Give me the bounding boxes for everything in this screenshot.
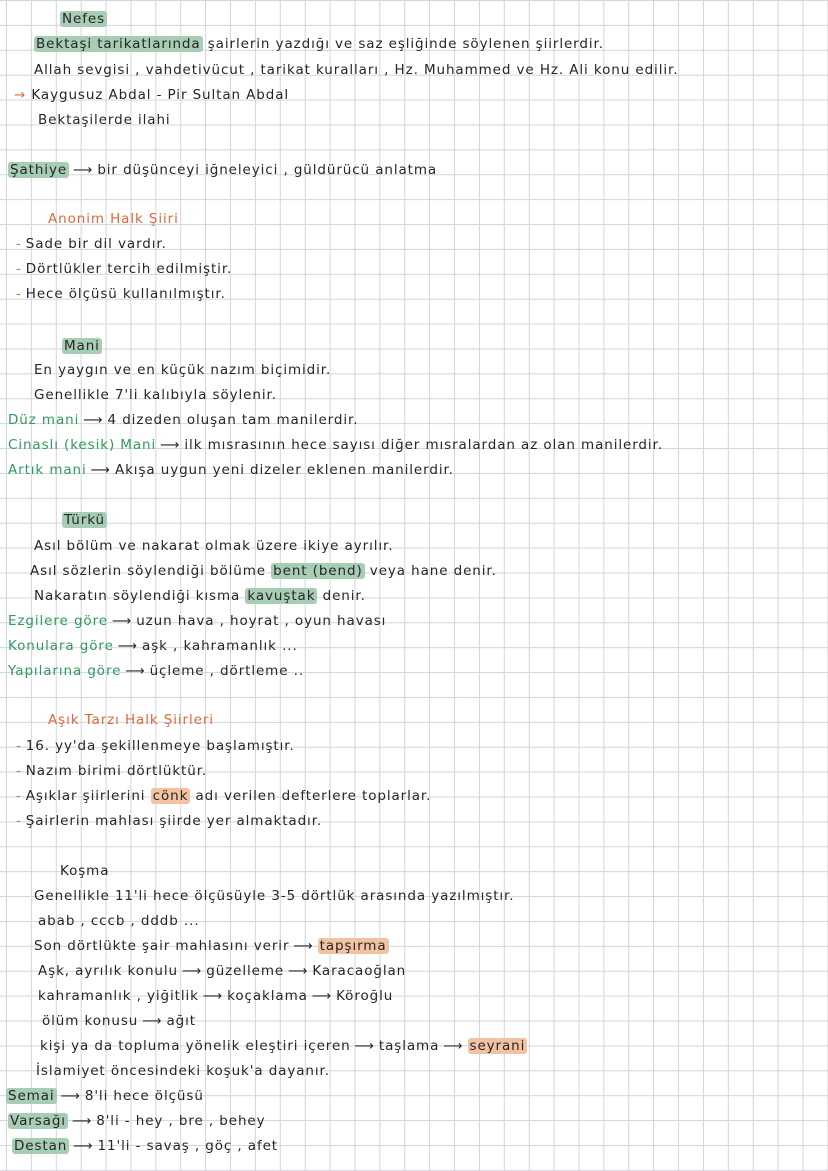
asik-item-2: - Nazım birimi dörtlüktür. — [16, 763, 208, 779]
arrow-icon: ⟶ — [60, 1088, 81, 1104]
arrow-icon: ⟶ — [125, 663, 146, 679]
nefes-line-4: Bektaşilerde ilahi — [38, 112, 171, 128]
anonim-item-2: - Dörtlükler tercih edilmiştir. — [16, 261, 233, 277]
mani-type-2: Cinaslı (kesik) Mani ⟶ ilk mısrasının hece sayısı diğer mısralardan az olan manilerdir. — [8, 437, 663, 453]
nefes-title: Nefes — [62, 11, 105, 27]
kosma-line-7: kişi ya da topluma yönelik eleştiri içeren ⟶ taşlama ⟶ seyrani — [40, 1038, 526, 1054]
kosma-line-4: Aşk, ayrılık konulu ⟶ güzelleme ⟶ Karacaoğlan — [38, 963, 407, 979]
arrow-icon: ⟶ — [160, 437, 181, 453]
arrow-icon: ⟶ — [288, 963, 309, 979]
mani-type-1: Düz mani ⟶ 4 dizeden oluşan tam manilerdir. — [8, 412, 359, 428]
turku-line-2: Asıl sözlerin söylendiği bölüme bent (bend) veya hane denir. — [30, 563, 497, 579]
turku-line-1: Asıl bölüm ve nakarat olmak üzere ikiye ayrılır. — [34, 538, 394, 554]
arrow-icon: ⟶ — [311, 988, 333, 1004]
nefes-line-2: Allah sevgisi , vahdetivücut , tarikat kuralları , Hz. Muhammed ve Hz. Ali konu edilir. — [34, 62, 679, 78]
arrow-icon: ⟶ — [293, 938, 314, 954]
kosma-line-2: abab , cccb , dddb ... — [38, 913, 200, 929]
turku-type-1: Ezgilere göre ⟶ uzun hava , hoyrat , oyun havası — [8, 613, 387, 629]
arrow-icon: ⟶ — [354, 1038, 375, 1054]
asik-item-1: - 16. yy'da şekillenmeye başlamıştır. — [16, 738, 295, 754]
kosma-line-8: İslamiyet öncesindeki koşuk'a dayanır. — [36, 1063, 330, 1079]
arrow-icon: ⟶ — [83, 412, 104, 428]
arrow-icon: ⟶ — [111, 613, 133, 629]
arrow-icon: ⟶ — [117, 638, 139, 654]
nefes-line-3: → Kaygusuz Abdal - Pir Sultan Abdal — [14, 87, 290, 103]
asik-item-4: - Şairlerin mahlası şiirde yer almaktadır. — [16, 813, 323, 829]
turku-type-3: Yapılarına göre ⟶ üçleme , dörtleme .. — [8, 663, 305, 679]
turku-title: Türkü — [64, 512, 105, 528]
mani-type-3: Artık mani ⟶ Akışa uygun yeni dizeler eklenen manilerdir. — [8, 462, 454, 478]
arrow-icon: ⟶ — [181, 963, 203, 979]
arrow-icon: ⟶ — [90, 462, 111, 478]
arrow-icon: ⟶ — [73, 1138, 94, 1154]
kosma-title: Koşma — [60, 863, 110, 879]
nefes-highlight: Bektaşi tarikatlarında — [36, 36, 201, 52]
anonim-title: Anonim Halk Şiiri — [48, 211, 179, 227]
mani-title: Mani — [64, 338, 100, 354]
kosma-line-5: kahramanlık , yiğitlik ⟶ koçaklama ⟶ Köroğlu — [38, 988, 394, 1004]
mani-line-2: Genellikle 7'li kalıbıyla söylenir. — [34, 387, 277, 403]
kosma-line-3: Son dörtlükte şair mahlasını verir ⟶ tapşırma — [34, 938, 387, 954]
asik-item-3: - Aşıklar şiirlerini cönk adı verilen defterlere toplarlar. — [16, 788, 432, 804]
turku-type-2: Konulara göre ⟶ aşk , kahramanlık ... — [8, 638, 298, 654]
arrow-icon: ⟶ — [71, 1113, 93, 1129]
asik-title: Aşık Tarzı Halk Şiirleri — [48, 712, 214, 728]
arrow-icon: ⟶ — [443, 1038, 464, 1054]
anonim-item-3: - Hece ölçüsü kullanılmıştır. — [16, 286, 226, 302]
kosma-line-1: Genellikle 11'li hece ölçüsüyle 3-5 dörtlük arasında yazılmıştır. — [34, 888, 515, 904]
destan-line: Destan ⟶ 11'li - savaş , göç , afet — [14, 1138, 279, 1154]
arrow-icon: → — [14, 87, 27, 103]
arrow-icon: ⟶ — [142, 1013, 163, 1029]
semai-line: Semai ⟶ 8'li hece ölçüsü — [8, 1088, 204, 1104]
turku-line-3: Nakaratın söylendiği kısma kavuştak denir. — [34, 588, 366, 604]
arrow-icon: ⟶ — [73, 162, 94, 178]
anonim-item-1: - Sade bir dil vardır. — [16, 236, 167, 252]
nefes-line-1: Bektaşi tarikatlarında şairlerin yazdığı ve saz eşliğinde söylenen şiirlerdir. — [36, 36, 604, 52]
kosma-line-6: ölüm konusu ⟶ ağıt — [42, 1013, 196, 1029]
sathiye-line: Şathiye ⟶ bir düşünceyi iğneleyici , güldürücü anlatma — [10, 162, 438, 178]
mani-line-1: En yaygın ve en küçük nazım biçimidir. — [34, 362, 332, 378]
arrow-icon: ⟶ — [202, 988, 224, 1004]
varsagi-line: Varsağı ⟶ 8'li - hey , bre , behey — [10, 1113, 266, 1129]
